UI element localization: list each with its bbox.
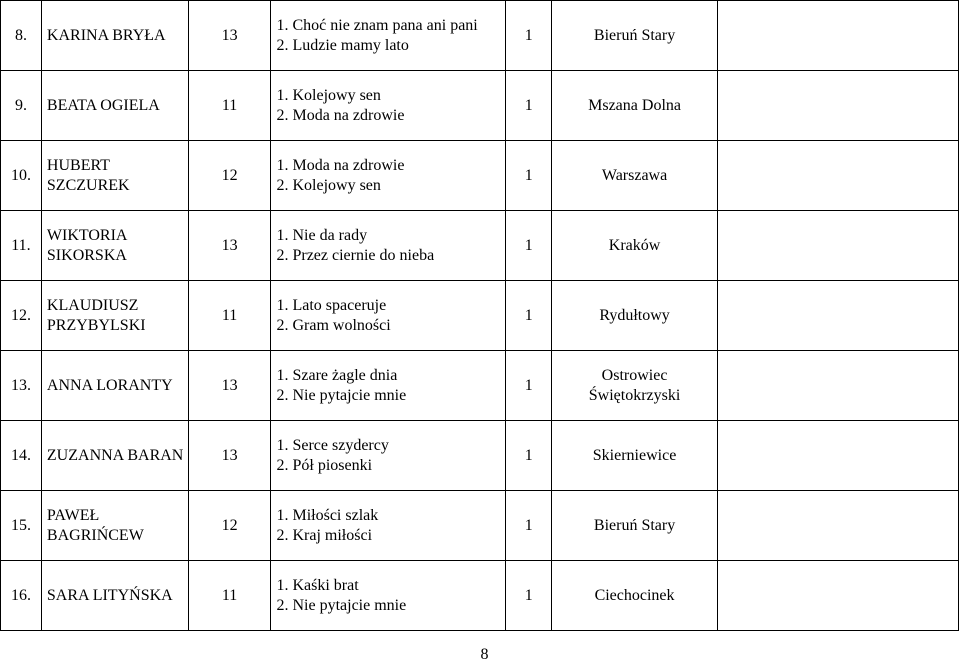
participant-name	[41, 561, 188, 631]
participant-city	[552, 351, 718, 421]
participant-city	[552, 491, 718, 561]
entry-count: 1	[506, 211, 552, 281]
participant-number: 12.	[1, 281, 42, 351]
participant-city	[552, 71, 718, 141]
participant-number: 16.	[1, 561, 42, 631]
participant-city-line: Skierniewice	[592, 446, 677, 464]
song-title: 2. Ludzie mamy lato	[276, 36, 409, 54]
song-title: 1. Lato spaceruje	[276, 296, 387, 314]
song-list	[271, 1, 506, 71]
entry-count: 1	[506, 71, 552, 141]
entry-count: 1	[506, 491, 552, 561]
table-row	[1, 351, 959, 421]
song-list	[271, 211, 506, 281]
participant-city-line: Świętokrzyski	[588, 386, 681, 404]
empty-cell	[717, 351, 958, 421]
table-row	[1, 561, 959, 631]
participant-city	[552, 1, 718, 71]
song-title: 1. Kaśki brat	[276, 576, 359, 594]
song-list	[271, 141, 506, 211]
participant-name-line: ZUZANNA BARAN	[46, 446, 184, 464]
participant-name-line: ANNA LORANTY	[46, 376, 173, 394]
participant-name-line: HUBERT SZCZUREK	[46, 156, 130, 194]
participant-city	[552, 281, 718, 351]
participant-number: 10.	[1, 141, 42, 211]
song-title: 1. Serce szydercy	[276, 436, 389, 454]
song-title: 2. Pół piosenki	[276, 456, 373, 474]
entry-count: 1	[506, 561, 552, 631]
song-title: 1. Moda na zdrowie	[276, 156, 405, 174]
participant-number: 8.	[1, 1, 42, 71]
page-number: 8	[480, 646, 489, 663]
participant-city-line: Warszawa	[601, 166, 668, 184]
table-row	[1, 491, 959, 561]
participant-name-line: PAWEŁ BAGRIŃCEW	[46, 506, 144, 544]
song-list	[271, 561, 506, 631]
participant-age: 12	[188, 491, 271, 561]
empty-cell	[717, 1, 958, 71]
song-title: 2. Moda na zdrowie	[276, 106, 405, 124]
empty-cell	[717, 421, 958, 491]
participant-name	[41, 491, 188, 561]
song-title: 2. Nie pytajcie mnie	[276, 596, 407, 614]
participant-name	[41, 281, 188, 351]
participant-city-line: Rydułtowy	[599, 306, 670, 324]
participant-name	[41, 1, 188, 71]
participant-name	[41, 351, 188, 421]
participant-name-line: KARINA BRYŁA	[46, 26, 166, 44]
participant-name-line: WIKTORIA	[46, 226, 128, 244]
participant-name-line: SARA LITYŃSKA	[46, 586, 173, 604]
song-title: 1. Miłości szlak	[276, 506, 379, 524]
song-title: 1. Choć nie znam pana ani pani	[276, 16, 478, 34]
table-row	[1, 281, 959, 351]
participant-name	[41, 421, 188, 491]
song-list	[271, 281, 506, 351]
participant-name	[41, 71, 188, 141]
participant-city-line: Ostrowiec	[601, 366, 668, 384]
song-title: 1. Nie da rady	[276, 226, 368, 244]
participant-city	[552, 561, 718, 631]
entry-count: 1	[506, 421, 552, 491]
participant-age: 13	[188, 1, 271, 71]
participant-name-line: KLAUDIUSZ	[46, 296, 139, 314]
participant-city	[552, 211, 718, 281]
empty-cell	[717, 281, 958, 351]
empty-cell	[717, 491, 958, 561]
table-row	[1, 1, 959, 71]
table-row	[1, 71, 959, 141]
participant-city	[552, 421, 718, 491]
participant-name-line: SIKORSKA	[46, 246, 127, 264]
song-list	[271, 421, 506, 491]
entry-count: 1	[506, 1, 552, 71]
empty-cell	[717, 211, 958, 281]
participant-city-line: Kraków	[608, 236, 661, 254]
entry-count: 1	[506, 281, 552, 351]
participant-age: 11	[188, 561, 271, 631]
participant-number: 15.	[1, 491, 42, 561]
participant-city-line: Ciechocinek	[594, 586, 675, 604]
song-title: 2. Kolejowy sen	[276, 176, 381, 194]
song-list	[271, 351, 506, 421]
entry-count: 1	[506, 351, 552, 421]
participant-name-line: PRZYBYLSKI	[46, 316, 146, 334]
song-title: 2. Przez ciernie do nieba	[276, 246, 435, 264]
participant-age: 12	[188, 141, 271, 211]
participant-number: 13.	[1, 351, 42, 421]
entry-count: 1	[506, 141, 552, 211]
participant-age: 13	[188, 421, 271, 491]
participant-name-line: BEATA OGIELA	[46, 96, 160, 114]
participant-number: 11.	[1, 211, 42, 281]
empty-cell	[717, 561, 958, 631]
participant-name	[41, 211, 188, 281]
table-row	[1, 421, 959, 491]
participant-city-line: Mszana Dolna	[588, 96, 681, 114]
participant-age: 11	[188, 71, 271, 141]
empty-cell	[717, 141, 958, 211]
song-list	[271, 491, 506, 561]
participant-number: 14.	[1, 421, 42, 491]
song-list	[271, 71, 506, 141]
empty-cell	[717, 71, 958, 141]
song-title: 2. Nie pytajcie mnie	[276, 386, 407, 404]
participant-name	[41, 141, 188, 211]
participant-number: 9.	[1, 71, 42, 141]
participant-age: 11	[188, 281, 271, 351]
participant-age: 13	[188, 351, 271, 421]
song-title: 1. Kolejowy sen	[276, 86, 381, 104]
participant-city-line: Bieruń Stary	[593, 516, 676, 534]
table-row	[1, 141, 959, 211]
song-title: 2. Kraj miłości	[276, 526, 373, 544]
table-row	[1, 211, 959, 281]
song-title: 2. Gram wolności	[276, 316, 391, 334]
participant-city	[552, 141, 718, 211]
participant-city-line: Bieruń Stary	[593, 26, 676, 44]
participant-age: 13	[188, 211, 271, 281]
song-title: 1. Szare żagle dnia	[276, 366, 398, 384]
